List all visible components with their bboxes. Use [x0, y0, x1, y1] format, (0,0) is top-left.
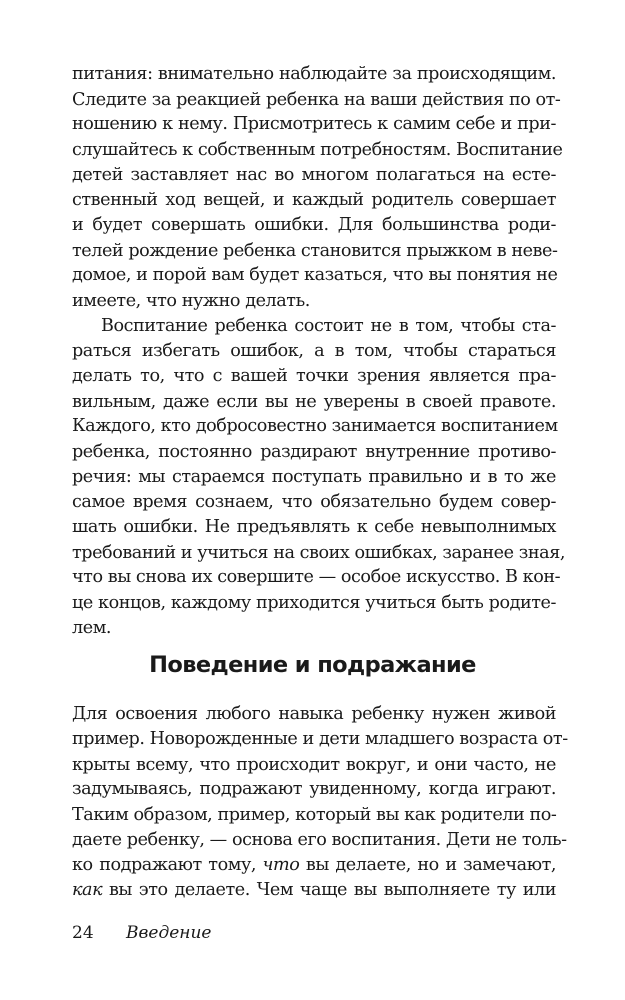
text-line: требований и учиться на своих ошибках, заранее зная,	[72, 543, 565, 563]
emphasis-text: как	[72, 880, 103, 900]
text-line: питания: внимательно наблюдайте за происходящим.	[72, 64, 556, 84]
text-line: шать ошибки. Не предъявлять к себе невыполнимых	[72, 517, 556, 537]
emphasis-text: что	[262, 855, 300, 875]
text-line: самое время сознаем, что обязательно будем совер-	[72, 492, 556, 512]
text-line: ребенка, постоянно раздирают внутренние противо-	[72, 442, 556, 462]
text-line: Для освоения любого навыка ребенку нужен живой	[72, 704, 556, 724]
text-line: имеете, что нужно делать.	[72, 291, 310, 311]
text-line: вильным, даже если вы не уверены в своей правоте.	[72, 392, 556, 412]
text-line: телей рождение ребенка становится прыжком в неве-	[72, 241, 558, 261]
text-line: Воспитание ребенка состоит не в том, чтобы ста-	[101, 316, 556, 336]
text-line: пример. Новорожденные и дети младшего возраста от-	[72, 729, 568, 749]
text-line	[72, 880, 556, 900]
text-line: задумываясь, подражают увиденному, когда играют.	[72, 779, 556, 799]
text-segment: вы делаете, но и замечают,	[299, 855, 556, 875]
text-line: крыты всему, что происходит вокруг, и они часто, не	[72, 755, 556, 775]
text-line: це концов, каждому приходится учиться быть родите-	[72, 593, 556, 613]
text-line: делать то, что с вашей точки зрения является пра-	[72, 366, 556, 386]
text-line: Каждого, кто добросовестно занимается воспитанием	[72, 416, 558, 436]
text-line: лем.	[72, 618, 112, 638]
text-line: слушайтесь к собственным потребностям. Воспитание	[72, 140, 563, 160]
page-number: 24	[72, 923, 94, 943]
text-line	[72, 855, 556, 875]
text-line: ношению к нему. Присмотритесь к самим себе и при-	[72, 114, 556, 134]
text-line: и будет совершать ошибки. Для большинства роди-	[72, 215, 556, 235]
text-line: Следите за реакцией ребенка на ваши действия по от-	[72, 90, 561, 110]
text-line: речия: мы стараемся поступать правильно и в то же	[72, 467, 556, 487]
text-line: домое, и порой вам будет казаться, что вы понятия не	[72, 265, 558, 285]
text-line: ственный ход вещей, и каждый родитель совершает	[72, 190, 556, 210]
running-title: Введение	[126, 923, 212, 943]
section-heading: Поведение и подражание	[149, 652, 476, 678]
text-line: Таким образом, пример, который вы как родители по-	[72, 805, 557, 825]
text-line: раться избегать ошибок, а в том, чтобы стараться	[72, 341, 556, 361]
text-line: даете ребенку, — основа его воспитания. Дети не толь-	[72, 830, 567, 850]
text-segment: вы это делаете. Чем чаще вы выполняете ту или	[102, 880, 556, 900]
text-segment: ко подражают тому,	[72, 855, 263, 875]
text-line: детей заставляет нас во многом полагаться на есте-	[72, 165, 556, 185]
page-footer	[72, 923, 212, 943]
text-line: что вы снова их совершите — особое искусство. В кон-	[72, 567, 561, 587]
